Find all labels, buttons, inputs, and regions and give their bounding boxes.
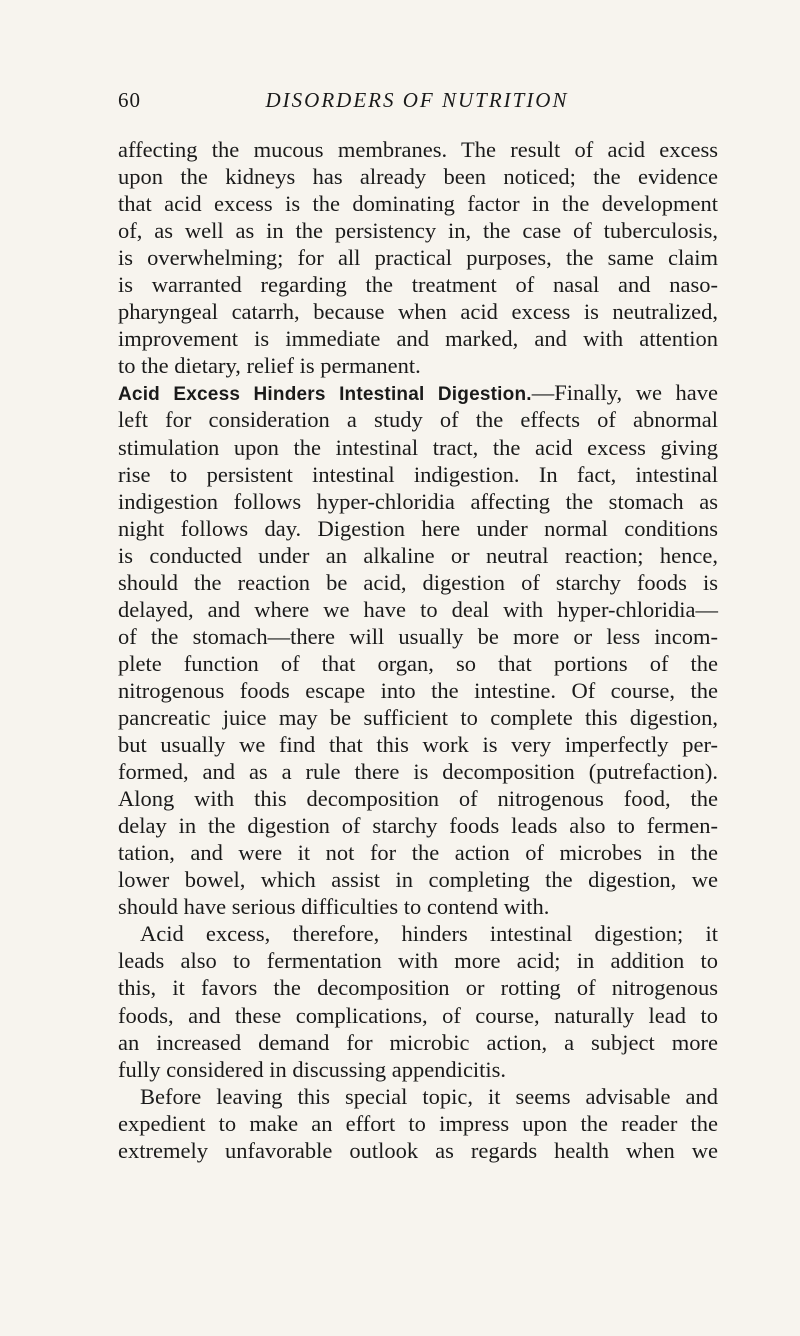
- text-line: pancreatic juice may be sufficient to complete this digestion,: [118, 704, 718, 730]
- text-line: formed, and as a rule there is decomposition (putrefaction).: [118, 759, 718, 785]
- text-line: Before leaving this special topic, it seems advisable and: [140, 1083, 718, 1109]
- text-line: Along with this decomposition of nitrogenous food, the: [118, 786, 718, 812]
- text-line: rise to persistent intestinal indigestion. In fact, intestinal: [118, 461, 718, 487]
- text-line: this, it favors the decomposition or rotting of nitrogenous: [118, 975, 718, 1001]
- text-line: delay in the digestion of starchy foods leads also to fermen-: [118, 813, 718, 839]
- text-run: —Finally, we have: [531, 380, 718, 406]
- text-line: expedient to make an effort to impress upon the reader the: [118, 1110, 718, 1136]
- text-line: improvement is immediate and marked, and with attention: [118, 326, 718, 352]
- text-line: upon the kidneys has already been noticed; the evidence: [118, 164, 718, 190]
- body-text: [118, 136, 718, 1164]
- text-line: indigestion follows hyper-chloridia affecting the stomach as: [118, 488, 718, 514]
- text-line: affecting the mucous membranes. The result of acid excess: [118, 137, 718, 162]
- text-line: of the stomach—there will usually be more or less incom-: [118, 623, 718, 649]
- text-line: should the reaction be acid, digestion of starchy foods is: [118, 569, 718, 595]
- text-line: should have serious difficulties to contend with.: [118, 894, 550, 920]
- text-line: is overwhelming; for all practical purposes, the same claim: [118, 245, 718, 271]
- text-line: night follows day. Digestion here under normal conditions: [118, 515, 718, 541]
- text-line: delayed, and where we have to deal with hyper-chloridia—: [118, 596, 718, 622]
- text-line: Acid excess, therefore, hinders intestinal digestion; it: [140, 921, 718, 947]
- text-line: lower bowel, which assist in completing the digestion, we: [118, 867, 718, 893]
- text-line: pharyngeal catarrh, because when acid excess is neutralized,: [118, 299, 718, 325]
- text-line: an increased demand for microbic action, a subject more: [118, 1029, 718, 1055]
- text-line: stimulation upon the intestinal tract, the acid excess giving: [118, 434, 718, 460]
- text-line: foods, and these complications, of course, naturally lead to: [118, 1002, 718, 1028]
- text-line: is warranted regarding the treatment of nasal and naso-: [118, 272, 718, 298]
- text-line: tation, and were it not for the action of microbes in the: [118, 840, 718, 866]
- text-line: leads also to fermentation with more acid; in addition to: [118, 948, 718, 974]
- page-number: 60: [118, 88, 141, 112]
- text-line: extremely unfavorable outlook as regards health when we: [118, 1137, 718, 1163]
- text-line: of, as well as in the persistency in, the case of tuberculosis,: [118, 218, 718, 244]
- section-sidehead: Acid Excess Hinders Intestinal Digestion.: [118, 384, 532, 406]
- text-line: is conducted under an alkaline or neutral reaction; hence,: [118, 542, 718, 568]
- text-line: that acid excess is the dominating factor in the development: [118, 191, 718, 217]
- text-line: plete function of that organ, so that portions of the: [118, 650, 718, 676]
- text-line: fully considered in discussing appendicitis.: [118, 1056, 507, 1082]
- text-line: to the dietary, relief is permanent.: [118, 353, 421, 379]
- text-line: left for consideration a study of the effects of abnormal: [118, 407, 718, 433]
- text-line: but usually we find that this work is very imperfectly per-: [118, 732, 718, 758]
- page-header: [118, 88, 716, 118]
- paragraph-first-line: [118, 379, 718, 406]
- text-line: nitrogenous foods escape into the intestine. Of course, the: [118, 677, 718, 703]
- running-head: DISORDERS OF NUTRITION: [265, 88, 569, 112]
